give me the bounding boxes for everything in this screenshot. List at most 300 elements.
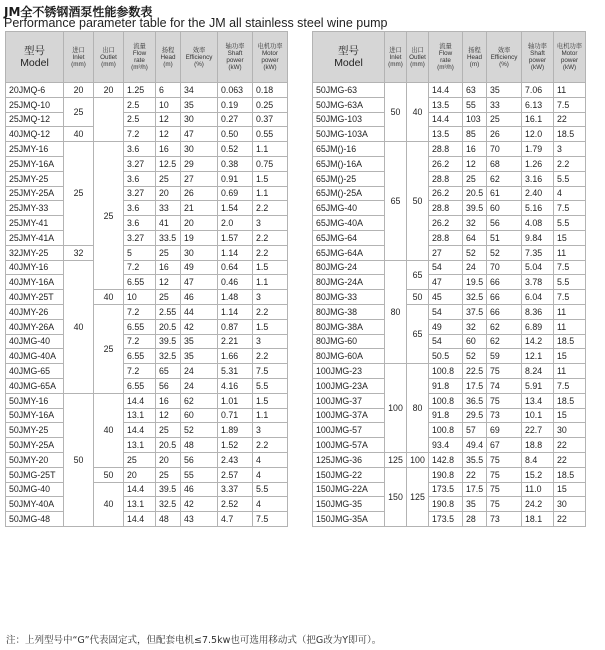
model-cell: 65JMG-64A [313,245,385,260]
model-cell: 25JMY-16A [6,156,64,171]
model-cell: 100JMG-57A [313,438,385,453]
head-cell: 63 [463,83,487,98]
table-row [313,304,586,319]
model-cell: 40JMY-16 [6,260,64,275]
efficiency-cell: 47 [181,127,218,142]
model-cell: 50JMG-63 [313,83,385,98]
outlet-cell: 40 [407,83,429,142]
model-cell: 25JMQ-12 [6,112,64,127]
efficiency-cell: 56 [181,452,218,467]
table-row [6,112,288,127]
motor-power-cell: 1.5 [253,171,288,186]
head-cell: 39.5 [156,482,181,497]
inlet-cell: 65 [385,142,407,260]
table-row [6,378,288,393]
flow-cell: 91.8 [429,408,463,423]
flow-cell: 14.4 [429,83,463,98]
outlet-cell: 50 [94,467,124,482]
table-row [313,112,586,127]
table-row [6,83,288,98]
flow-cell: 54 [429,334,463,349]
table-row [6,334,288,349]
head-cell: 22.5 [463,364,487,379]
model-cell: 25JMY-41 [6,216,64,231]
head-cell: 20.5 [156,319,181,334]
head-cell: 36.5 [463,393,487,408]
flow-cell: 14.4 [124,512,156,527]
flow-cell: 142.8 [429,452,463,467]
flow-cell: 28.8 [429,201,463,216]
efficiency-cell: 75 [487,364,522,379]
motor-power-cell: 2.2 [253,438,288,453]
flow-cell: 91.8 [429,378,463,393]
model-cell: 150JMG-22 [313,467,385,482]
efficiency-cell: 27 [181,171,218,186]
motor-power-cell: 22 [554,438,586,453]
efficiency-cell: 74 [487,378,522,393]
efficiency-cell: 75 [487,467,522,482]
efficiency-cell: 56 [487,216,522,231]
shaft-power-cell: 1.66 [218,349,253,364]
head-cell: 39.5 [463,201,487,216]
efficiency-cell: 75 [487,497,522,512]
outlet-cell: 40 [94,393,124,467]
model-cell: 100JMG-57 [313,423,385,438]
flow-cell: 1.25 [124,83,156,98]
flow-cell: 6.55 [124,319,156,334]
shaft-power-cell: 1.52 [218,438,253,453]
motor-power-cell: 1.1 [253,408,288,423]
shaft-power-cell: 1.89 [218,423,253,438]
table-row [6,349,288,364]
motor-power-cell: 15 [554,482,586,497]
outlet-cell: 25 [94,304,124,393]
motor-power-cell: 2.2 [253,201,288,216]
head-cell: 32 [463,319,487,334]
model-cell: 40JMY-26A [6,319,64,334]
model-cell: 80JMG-38 [313,304,385,319]
efficiency-cell: 29 [181,156,218,171]
head-cell: 12 [463,156,487,171]
shaft-power-cell: 1.14 [218,245,253,260]
efficiency-cell: 21 [181,201,218,216]
table-row [6,304,288,319]
table-row [313,467,586,482]
motor-power-cell: 0.55 [253,127,288,142]
right-performance-table [312,31,586,527]
table-row [6,171,288,186]
inlet-cell: 20 [64,83,94,98]
shaft-power-cell: 1.14 [218,304,253,319]
head-cell: 16 [156,142,181,157]
header-efficiency: 效率 Efficiency (%) [487,32,522,83]
model-cell: 50JMY-20 [6,452,64,467]
table-row [6,142,288,157]
inlet-cell: 100 [385,364,407,453]
motor-power-cell: 18.5 [554,127,586,142]
shaft-power-cell: 2.21 [218,334,253,349]
motor-power-cell: 7.5 [554,201,586,216]
shaft-power-cell: 15.2 [522,467,554,482]
flow-cell: 6.55 [124,275,156,290]
inlet-cell: 25 [64,97,94,127]
shaft-power-cell: 4.08 [522,216,554,231]
shaft-power-cell: 5.31 [218,364,253,379]
shaft-power-cell: 7.35 [522,245,554,260]
outlet-cell: 65 [407,260,429,290]
model-cell: 25JMY-25A [6,186,64,201]
model-cell: 150JMG-35 [313,497,385,512]
efficiency-cell: 42 [181,497,218,512]
table-row [313,201,586,216]
shaft-power-cell: 14.2 [522,334,554,349]
efficiency-cell: 19 [181,230,218,245]
shaft-power-cell: 11.0 [522,482,554,497]
table-row [6,393,288,408]
flow-cell: 14.4 [124,393,156,408]
flow-cell: 13.5 [429,97,463,112]
motor-power-cell: 30 [554,497,586,512]
flow-cell: 3.6 [124,142,156,157]
motor-power-cell: 0.37 [253,112,288,127]
motor-power-cell: 11 [554,83,586,98]
efficiency-cell: 61 [487,186,522,201]
shaft-power-cell: 1.57 [218,230,253,245]
table-row [6,156,288,171]
flow-cell: 13.1 [124,408,156,423]
model-cell: 65JM()-25 [313,171,385,186]
shaft-power-cell: 10.1 [522,408,554,423]
motor-power-cell: 0.18 [253,83,288,98]
efficiency-cell: 62 [487,334,522,349]
motor-power-cell: 2.2 [554,156,586,171]
inlet-cell: 125 [385,452,407,467]
head-cell: 20.5 [463,186,487,201]
table-row [313,393,586,408]
motor-power-cell: 1.1 [253,186,288,201]
motor-power-cell: 11 [554,364,586,379]
flow-cell: 26.2 [429,216,463,231]
head-cell: 16 [156,393,181,408]
head-cell: 32.5 [156,497,181,512]
motor-power-cell: 5.5 [554,171,586,186]
flow-cell: 28.8 [429,230,463,245]
efficiency-cell: 52 [487,245,522,260]
flow-cell: 13.1 [124,497,156,512]
efficiency-cell: 60 [181,408,218,423]
flow-cell: 3.27 [124,156,156,171]
model-cell: 80JMG-24 [313,260,385,275]
model-cell: 50JMG-103A [313,127,385,142]
model-cell: 150JMG-35A [313,512,385,527]
efficiency-cell: 24 [181,378,218,393]
efficiency-cell: 75 [487,452,522,467]
efficiency-cell: 60 [487,201,522,216]
head-cell: 33.5 [156,230,181,245]
inlet-cell: 50 [385,83,407,142]
head-cell: 60 [463,334,487,349]
model-cell: 25JMY-25 [6,171,64,186]
header-efficiency: 效率 Efficiency (%) [181,32,218,83]
table-row [313,83,586,98]
table-row [313,378,586,393]
flow-cell: 6.55 [124,378,156,393]
motor-power-cell: 2.2 [253,349,288,364]
motor-power-cell: 5.5 [554,275,586,290]
outlet-cell: 50 [407,142,429,260]
table-row [313,156,586,171]
motor-power-cell: 3 [253,334,288,349]
table-row [6,186,288,201]
outlet-cell: 80 [407,364,429,453]
head-cell: 25 [156,423,181,438]
model-cell: 100JMG-23A [313,378,385,393]
motor-power-cell: 15 [554,230,586,245]
inlet-cell: 80 [385,260,407,364]
shaft-power-cell: 0.69 [218,186,253,201]
shaft-power-cell: 24.2 [522,497,554,512]
motor-power-cell: 1.1 [253,142,288,157]
table-header-row [6,32,288,83]
model-cell: 50JMG-25T [6,467,64,482]
flow-cell: 50.5 [429,349,463,364]
efficiency-cell: 35 [181,334,218,349]
model-cell: 125JMG-36 [313,452,385,467]
head-cell: 12 [156,275,181,290]
motor-power-cell: 4 [253,467,288,482]
flow-cell: 7.2 [124,127,156,142]
efficiency-cell: 48 [181,438,218,453]
outlet-cell: 65 [407,304,429,363]
table-row [313,482,586,497]
efficiency-cell: 73 [487,512,522,527]
motor-power-cell: 18.5 [554,393,586,408]
efficiency-cell: 70 [487,142,522,157]
motor-power-cell: 2.2 [253,304,288,319]
head-cell: 20 [156,452,181,467]
model-cell: 50JMG-63A [313,97,385,112]
flow-cell: 190.8 [429,497,463,512]
outlet-cell: 40 [94,482,124,526]
flow-cell: 6.55 [124,349,156,364]
table-row [6,482,288,497]
shaft-power-cell: 6.04 [522,290,554,305]
table-row [313,349,586,364]
flow-cell: 13.5 [429,127,463,142]
header-motor-power: 电机功率 Motor power (kW) [554,32,586,83]
efficiency-cell: 62 [181,393,218,408]
efficiency-cell: 67 [487,438,522,453]
head-cell: 6 [156,83,181,98]
efficiency-cell: 46 [181,482,218,497]
flow-cell: 173.5 [429,512,463,527]
table-row [313,408,586,423]
efficiency-cell: 49 [181,260,218,275]
table-row [6,230,288,245]
efficiency-cell: 20 [181,216,218,231]
shaft-power-cell: 0.52 [218,142,253,157]
flow-cell: 14.4 [124,423,156,438]
header-head: 扬程 Head (m) [463,32,487,83]
shaft-power-cell: 9.84 [522,230,554,245]
table-row [6,290,288,305]
head-cell: 64 [463,230,487,245]
efficiency-cell: 25 [487,112,522,127]
table-row [313,216,586,231]
model-cell: 40JMQ-12 [6,127,64,142]
motor-power-cell: 11 [554,304,586,319]
model-cell: 25JMQ-10 [6,97,64,112]
shaft-power-cell: 8.36 [522,304,554,319]
shaft-power-cell: 3.37 [218,482,253,497]
efficiency-cell: 66 [487,275,522,290]
motor-power-cell: 15 [554,349,586,364]
model-cell: 150JMG-22A [313,482,385,497]
table-row [313,260,586,275]
header-inlet: 进口 Inlet (mm) [385,32,407,83]
head-cell: 25 [156,171,181,186]
header-model: 型号 Model [313,32,385,83]
flow-cell: 10 [124,290,156,305]
table-row [313,127,586,142]
flow-cell: 190.8 [429,467,463,482]
shaft-power-cell: 0.27 [218,112,253,127]
shaft-power-cell: 7.06 [522,83,554,98]
table-row [6,260,288,275]
motor-power-cell: 7.5 [554,97,586,112]
motor-power-cell: 5.5 [554,216,586,231]
efficiency-cell: 35 [487,83,522,98]
table-row [6,408,288,423]
motor-power-cell: 7.5 [554,378,586,393]
efficiency-cell: 47 [181,275,218,290]
flow-cell: 54 [429,260,463,275]
head-cell: 103 [463,112,487,127]
shaft-power-cell: 12.1 [522,349,554,364]
efficiency-cell: 35 [181,97,218,112]
table-row [313,171,586,186]
flow-cell: 93.4 [429,438,463,453]
header-motor-power: 电机功率 Motor power (kW) [253,32,288,83]
head-cell: 19.5 [463,275,487,290]
head-cell: 2.55 [156,304,181,319]
model-cell: 50JMG-48 [6,512,64,527]
head-cell: 55 [463,97,487,112]
motor-power-cell: 22 [554,512,586,527]
motor-power-cell: 11 [554,245,586,260]
flow-cell: 100.8 [429,364,463,379]
flow-cell: 14.4 [124,482,156,497]
model-cell: 32JMY-25 [6,245,64,260]
model-cell: 100JMG-37 [313,393,385,408]
inlet-cell: 40 [64,127,94,142]
header-head: 扬程 Head (m) [156,32,181,83]
table-row [6,275,288,290]
efficiency-cell: 30 [181,245,218,260]
inlet-cell: 50 [64,393,94,526]
table-row [6,216,288,231]
flow-cell: 2.5 [124,112,156,127]
efficiency-cell: 52 [181,423,218,438]
head-cell: 56 [156,378,181,393]
shaft-power-cell: 6.89 [522,319,554,334]
efficiency-cell: 62 [487,319,522,334]
head-cell: 49.4 [463,438,487,453]
flow-cell: 20 [124,467,156,482]
head-cell: 29.5 [463,408,487,423]
outlet-cell: 40 [94,290,124,305]
table-row [313,423,586,438]
flow-cell: 25 [124,452,156,467]
table-row [313,334,586,349]
shaft-power-cell: 2.43 [218,452,253,467]
table-row [313,275,586,290]
shaft-power-cell: 18.1 [522,512,554,527]
table-row [6,438,288,453]
head-cell: 22 [463,467,487,482]
head-cell: 25 [156,245,181,260]
efficiency-cell: 66 [487,304,522,319]
head-cell: 52 [463,349,487,364]
head-cell: 16 [463,142,487,157]
head-cell: 32.5 [156,349,181,364]
motor-power-cell: 3 [253,216,288,231]
head-cell: 85 [463,127,487,142]
head-cell: 12.5 [156,156,181,171]
efficiency-cell: 62 [487,171,522,186]
model-cell: 50JMG-103 [313,112,385,127]
head-cell: 25 [156,467,181,482]
motor-power-cell: 4 [554,186,586,201]
head-cell: 33 [156,201,181,216]
model-cell: 80JMG-24A [313,275,385,290]
shaft-power-cell: 4.16 [218,378,253,393]
header-inlet: 进口 Inlet (mm) [64,32,94,83]
header-model: 型号 Model [6,32,64,83]
table-row [313,319,586,334]
efficiency-cell: 46 [181,290,218,305]
efficiency-cell: 51 [487,230,522,245]
table-row [313,497,586,512]
shaft-power-cell: 2.40 [522,186,554,201]
table-row [6,452,288,467]
head-cell: 65 [156,364,181,379]
flow-cell: 14.4 [429,112,463,127]
shaft-power-cell: 0.063 [218,83,253,98]
model-cell: 50JMY-40A [6,497,64,512]
inlet-cell: 25 [64,142,94,246]
motor-power-cell: 2.2 [253,230,288,245]
flow-cell: 7.2 [124,304,156,319]
shaft-power-cell: 5.91 [522,378,554,393]
shaft-power-cell: 13.4 [522,393,554,408]
head-cell: 37.5 [463,304,487,319]
motor-power-cell: 5.5 [253,378,288,393]
model-cell: 40JMY-25T [6,290,64,305]
flow-cell: 3.27 [124,230,156,245]
table-row [6,97,288,112]
motor-power-cell: 3 [253,290,288,305]
table-row [6,127,288,142]
outlet-cell: 125 [407,467,429,526]
shaft-power-cell: 0.87 [218,319,253,334]
motor-power-cell: 7.5 [253,364,288,379]
efficiency-cell: 55 [181,467,218,482]
model-cell: 40JMY-26 [6,304,64,319]
head-cell: 10 [156,97,181,112]
head-cell: 24 [463,260,487,275]
shaft-power-cell: 2.52 [218,497,253,512]
